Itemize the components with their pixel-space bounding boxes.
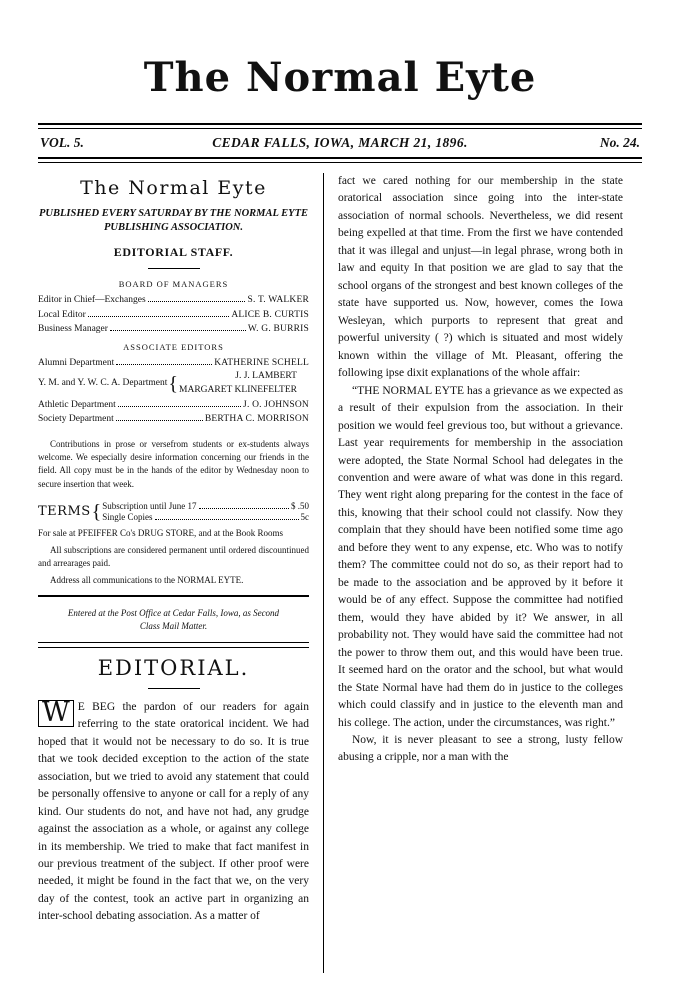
subscriptions-note: All subscriptions are considered permanent until ordered discountinued and arrearages paid.: [38, 544, 309, 568]
publication-line-2: PUBLISHING ASSOCIATION.: [103, 222, 244, 234]
terms-label: TERMS: [38, 504, 91, 520]
leader-dots: [116, 364, 212, 365]
associate-editors-heading: ASSOCIATE EDITORS: [123, 342, 224, 353]
contributions-note: Contributions in prose or versefrom students or ex-students always welcome. We especially desire information concerning our friends in the field. All copy must be in the hands of the editor by Wednesday noon to secure insertion that week.: [38, 439, 309, 489]
staff-role: Business Manager: [38, 323, 108, 334]
staff-row-braced: [38, 370, 309, 398]
leader-dots: [118, 406, 241, 407]
left-column: [38, 173, 323, 973]
entered-rule-bottom: [38, 642, 309, 643]
issue-line: [38, 129, 642, 157]
entered-notice: [38, 607, 309, 634]
brace-glyph: {: [168, 373, 179, 396]
terms-item-price: 5c: [300, 511, 309, 522]
staff-person: J. J. LAMBERT: [235, 371, 297, 382]
leader-dots: [155, 519, 299, 520]
editorial-paragraph: E BEG the pardon of our readers for again referring to the state oratorical incident. We had hoped that it would not be necessary to do so. It is true that we took decided exception to the action of the state association, but we tried to avoid any statement that could be personally offensive to anyone or call for a reply of any kind. Our students do not, and have not had, any grudge against the association as a whole, or against any college in its membership. We tried to make that fact manifest in our previous treatment of the subject. If other proof were needed, it might be found in the fact that we, on the very day of the contest, took an active part in organizing an inter-school debating association. As a matter of: [38, 700, 309, 923]
issue-number: No. 24.: [599, 135, 640, 150]
staff-role: Alumni Department: [38, 358, 115, 369]
right-column: [338, 173, 623, 973]
staff-person: W. G. BURRIS: [247, 323, 309, 334]
publication-line: [38, 207, 309, 235]
address-note: Address all communications to the NORMAL EYTE.: [50, 574, 244, 585]
staff-row: [38, 356, 309, 370]
columns-container: [38, 173, 642, 973]
terms-row: [102, 501, 309, 512]
terms-item-label: Subscription until June 17: [102, 500, 197, 511]
paper-title: The Normal Eyte: [80, 177, 267, 199]
terms-item-label: Single Copies: [102, 511, 153, 522]
masthead-title: The Normal Eyte: [143, 54, 537, 101]
leader-dots: [110, 330, 246, 331]
staff-row: [38, 293, 309, 307]
staff-role: Local Editor: [38, 309, 86, 320]
leader-dots: [88, 316, 230, 317]
leader-dots: [199, 508, 289, 509]
article-paragraph: Now, it is never pleasant to see a strong, lusty fellow abusing a cripple, nor a man with the: [338, 734, 623, 764]
terms-row: [102, 512, 309, 523]
staff-role: Athletic Department: [38, 399, 116, 410]
sale-note: For sale at PFEIFFER Co's DRUG STORE, and at the Book Rooms: [38, 527, 283, 538]
drop-cap: W: [38, 700, 74, 727]
entered-line-1: Entered at the Post Office at Cedar Falls, Iowa, as Second: [67, 607, 280, 618]
leader-dots: [148, 301, 246, 302]
issue-volume: VOL. 5.: [40, 135, 84, 150]
board-heading: BOARD OF MANAGERS: [118, 279, 229, 290]
brace-glyph: {: [91, 500, 102, 523]
staff-row: [38, 412, 309, 426]
editorial-body: [38, 696, 309, 926]
issue-rule: [38, 157, 642, 163]
staff-person: KATHERINE SCHELL: [214, 358, 309, 369]
editorial-rule: [148, 688, 200, 689]
entered-line-2: Class Mail Matter.: [139, 621, 208, 632]
article-paragraph: “THE NORMAL EYTE has a grievance as we expected as a result of their expulsion from the association. In their position we would feel grevious too, but without a grievance. Last year requirements for membership in the association were adopted, the State Normal School had delegates in the convention and were aware of what was done in this regard. They went right along preparing for the contest in the face of this, knowing that their school could not classify. Now they complain that they should have been notified some time ago and before they went to any expense, etc. Who was to notify them? The committee could not do so, as their report had to be made to the association and be approved by it before it would be of any effect. Suppose the committee had notified them, would they have abided by it? We answer, in all probability not. They would have said the committee had not the power to throw them out, and this would have been true. It seemed hard on the orator and the school, but what would the State Normal have had them do in justice to the colleges which could classify and in justice to the eleventh man and his college. The action, under the circumstances, was right.”: [338, 384, 623, 729]
staff-row: [38, 398, 309, 412]
terms-item-price: $ .50: [291, 500, 309, 511]
staff-person: J. O. JOHNSON: [243, 399, 309, 410]
entered-rule-top: [38, 595, 309, 597]
staff-row: [38, 308, 309, 322]
staff-row: [38, 322, 309, 336]
staff-role: Y. M. and Y. W. C. A. Department: [38, 378, 168, 389]
staff-person: BERTHA C. MORRISON: [204, 414, 309, 425]
publication-line-1: PUBLISHED EVERY SATURDAY BY THE NORMAL EYTE: [39, 208, 308, 219]
editorial-rule-top: [38, 647, 309, 648]
staff-person: ALICE B. CURTIS: [231, 309, 309, 320]
staff-role: Editor in Chief—Exchanges: [38, 295, 146, 306]
staff-role: Society Department: [38, 414, 114, 425]
article-paragraph: fact we cared nothing for our membership in the state oratorical association since going into the inter-state association of normal schools. Nevertheless, we did resent being expelled at that time. From the first we have contended that it was illegal and unjust—in legal phrase, wrong both in law and equity In that position we are glad to say that the school organs of the strongest and best known colleges of the state have supported us. Now, however, comes the Iowa Wesleyan, which purports to represent that great and powerful university ( ?) which is situated and most widely known within the village of Mt. Pleasant, offering the following ipse dixit explanations of the whole affair:: [338, 175, 623, 380]
staff-person-2: MARGARET KLINEFELTER: [179, 385, 297, 396]
editorial-heading: EDITORIAL.: [97, 655, 250, 680]
editorial-staff-heading: EDITORIAL STAFF.: [113, 245, 234, 260]
issue-place-date: CEDAR FALLS, IOWA, MARCH 21, 1896.: [212, 135, 468, 150]
column-divider: [323, 173, 324, 973]
terms-block: [38, 501, 309, 523]
staff-person: S. T. WALKER: [247, 295, 309, 306]
staff-rule: [148, 268, 200, 269]
leader-dots: [116, 420, 203, 421]
